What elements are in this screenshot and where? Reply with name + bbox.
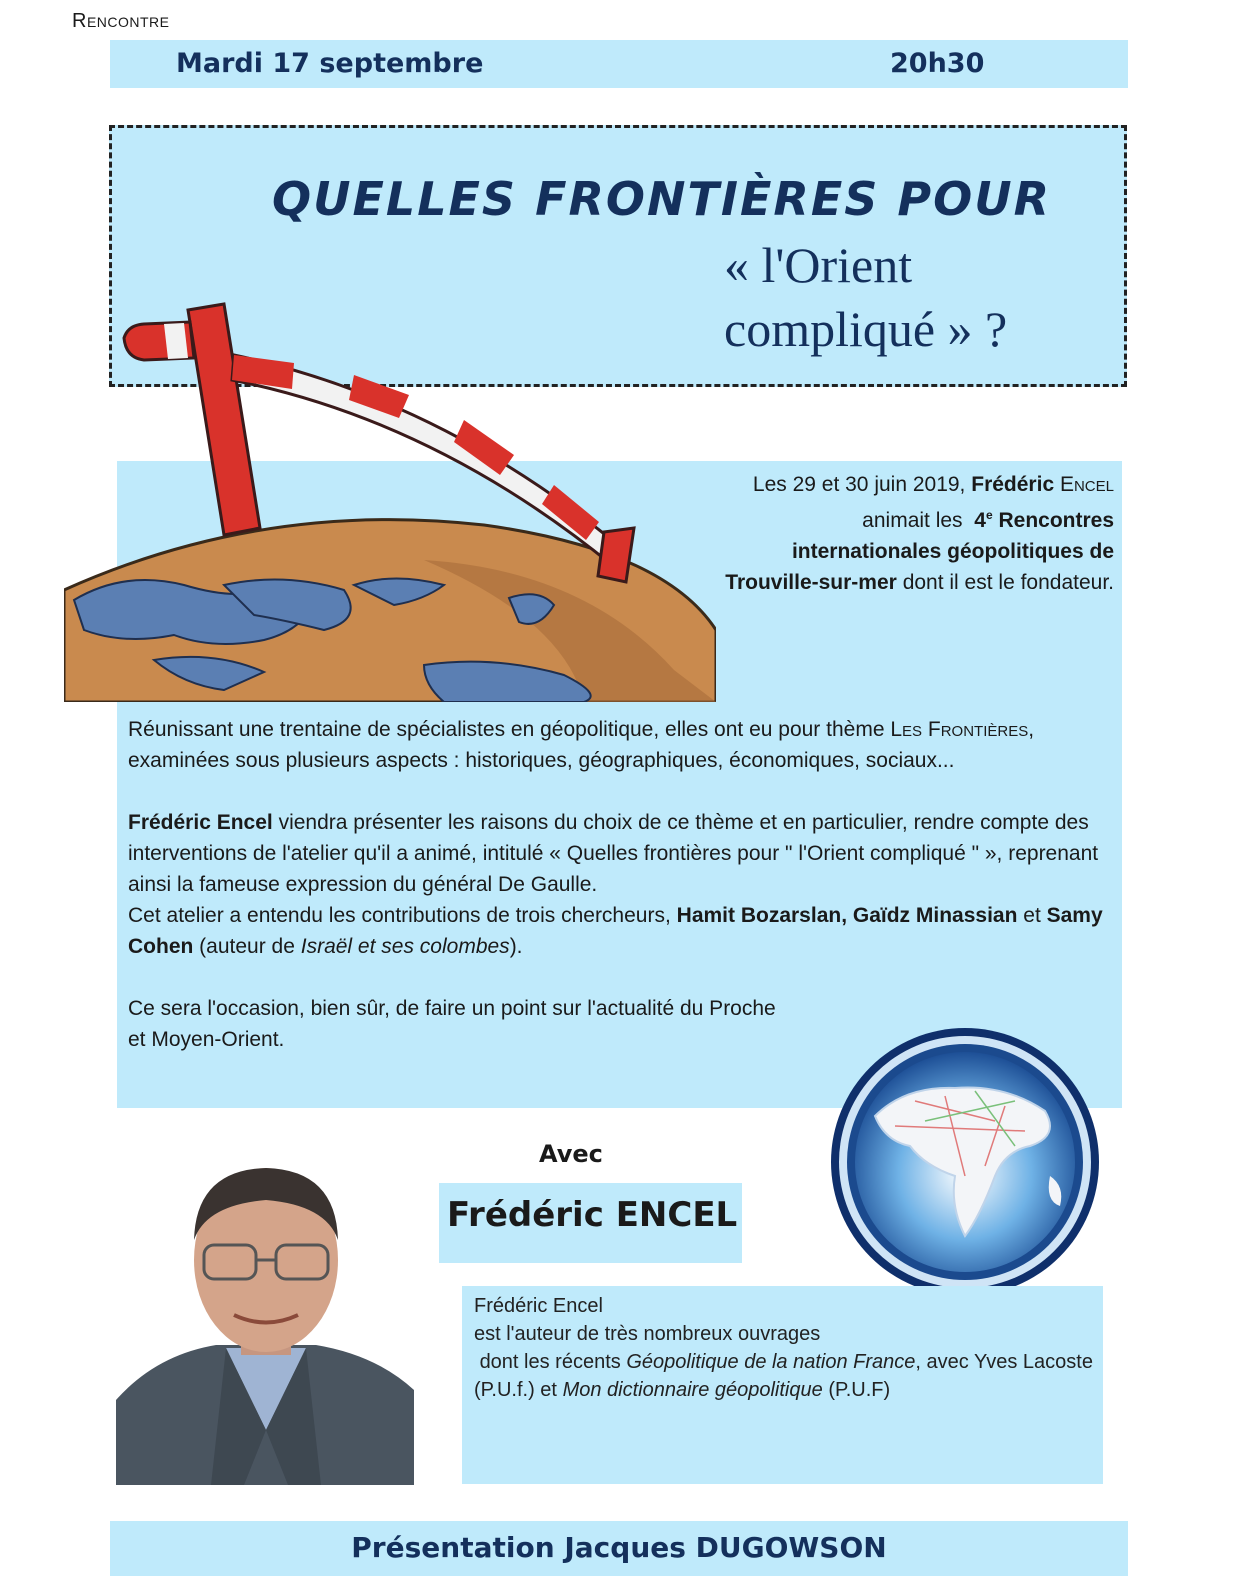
body-paragraph-2: Frédéric Encel viendra présenter les raisons du choix de ce thème et en particulier, rendre compte des interventions de l'atelier qu'il a animé, intitulé « Quelles frontières pour " l'Orient compliqué " », reprenant ainsi la fameuse expression du général De Gaulle. Cet atelier a entendu les contributions de trois chercheurs, Hamit Bozarslan, Gaïdz Minassian et Samy Cohen (auteur de Israël et ses colombes). bbox=[128, 811, 1103, 958]
barrier-rest bbox=[598, 528, 634, 582]
footer-banner bbox=[110, 1521, 1128, 1576]
section-label: Rencontre bbox=[72, 10, 170, 32]
event-time: 20h30 bbox=[890, 48, 985, 79]
border-barrier-illustration bbox=[64, 300, 716, 702]
title-line-3: compliqué » ? bbox=[724, 301, 1008, 357]
with-label: Avec bbox=[539, 1140, 603, 1168]
title-line-1: QUELLES FRONTIÈRES POUR bbox=[272, 172, 1052, 226]
speaker-name-box bbox=[439, 1183, 742, 1263]
barrier-post bbox=[188, 304, 260, 535]
globe-icon bbox=[815, 1026, 1119, 1298]
speaker-photo bbox=[116, 1150, 414, 1485]
body-paragraph-3: Ce sera l'occasion, bien sûr, de faire un point sur l'actualité du Proche et Moyen-Orient. bbox=[128, 997, 776, 1051]
date-banner bbox=[110, 40, 1128, 88]
presenter-text: Présentation Jacques DUGOWSON bbox=[351, 1531, 887, 1564]
speaker-name: Frédéric ENCEL bbox=[447, 1195, 738, 1235]
intro-paragraph: Les 29 et 30 juin 2019, Frédéric Encel animait les 4e Rencontres internationales géopolitiques de Trouville-sur-mer dont il est le fondateur. bbox=[725, 473, 1114, 594]
event-date: Mardi 17 septembre bbox=[176, 48, 484, 79]
bio-text: Frédéric Encel est l'auteur de très nombreux ouvrages dont les récents Géopolitique de la nation France, avec Yves Lacoste (P.U.f.) et Mon dictionnaire géopolitique (P.U.F) bbox=[474, 1295, 1093, 1401]
title-line-2: « l'Orient bbox=[724, 237, 913, 293]
body-paragraph-1: Réunissant une trentaine de spécialistes en géopolitique, elles ont eu pour thème Les Frontières, examinées sous plusieurs aspects : historiques, géographiques, économiques, sociaux... bbox=[128, 718, 1035, 772]
bio-box bbox=[462, 1286, 1103, 1484]
